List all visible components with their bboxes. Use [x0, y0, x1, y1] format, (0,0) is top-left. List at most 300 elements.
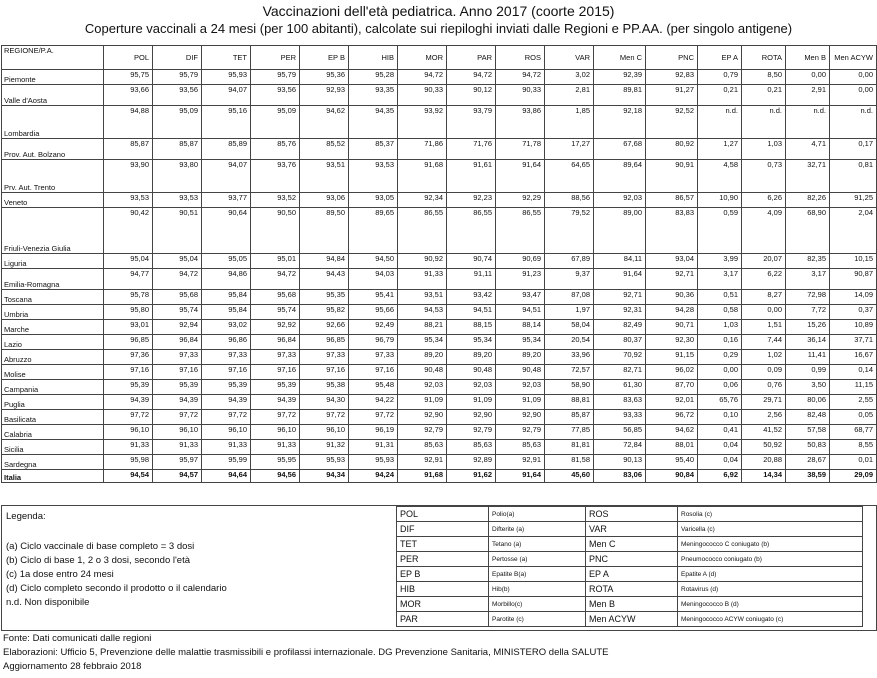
value-cell: 95,34 [447, 335, 496, 350]
value-cell: 95,82 [300, 305, 349, 320]
value-cell: 90,74 [447, 254, 496, 269]
column-header: Men ACYW [830, 46, 877, 70]
value-cell: 95,48 [349, 380, 398, 395]
value-cell: 3,50 [786, 380, 830, 395]
value-cell: 96,10 [300, 425, 349, 440]
abbr-code: PAR [397, 612, 489, 627]
abbr-desc: Varicella (c) [678, 522, 863, 537]
value-cell: 3,17 [698, 269, 742, 290]
value-cell: 92,39 [594, 70, 646, 85]
value-cell: 91,33 [104, 440, 153, 455]
column-header: VAR [545, 46, 594, 70]
value-cell: 97,33 [300, 350, 349, 365]
value-cell: 28,67 [786, 455, 830, 470]
value-cell: 91,64 [594, 269, 646, 290]
value-cell: 90,36 [646, 290, 698, 305]
legend-notes [6, 510, 227, 610]
value-cell: 91,09 [496, 395, 545, 410]
value-cell: 94,77 [104, 269, 153, 290]
abbr-desc: Pneumococco coniugato (b) [678, 552, 863, 567]
value-cell: 94,03 [349, 269, 398, 290]
abbr-code: Men B [586, 597, 678, 612]
region-cell: Friuli-Venezia Giulia [2, 208, 104, 254]
value-cell: 0,58 [698, 305, 742, 320]
table-row [2, 193, 877, 208]
value-cell: 94,51 [447, 305, 496, 320]
value-cell: 95,39 [202, 380, 251, 395]
value-cell: 96,79 [349, 335, 398, 350]
value-cell: 1,85 [545, 106, 594, 139]
value-cell: 90,92 [398, 254, 447, 269]
value-cell: 90,84 [646, 470, 698, 483]
value-cell: 94,72 [496, 70, 545, 85]
value-cell: 0,37 [830, 305, 877, 320]
region-cell: Molise [2, 365, 104, 380]
value-cell: 95,09 [251, 106, 300, 139]
value-cell: 96,02 [646, 365, 698, 380]
value-cell: 91,32 [300, 440, 349, 455]
value-cell: 95,68 [251, 290, 300, 305]
value-cell: 94,43 [300, 269, 349, 290]
value-cell: 41,52 [742, 425, 786, 440]
value-cell: 92,23 [447, 193, 496, 208]
value-cell: 96,19 [349, 425, 398, 440]
legend-note: (c) 1a dose entro 24 mesi [6, 569, 114, 580]
value-cell: 94,39 [202, 395, 251, 410]
value-cell: 93,04 [646, 254, 698, 269]
value-cell: 92,90 [398, 410, 447, 425]
value-cell: 0,21 [742, 85, 786, 106]
value-cell: 91,31 [349, 440, 398, 455]
value-cell: 95,79 [153, 70, 202, 85]
value-cell: 85,63 [447, 440, 496, 455]
value-cell: 85,89 [202, 139, 251, 160]
value-cell: 90,33 [496, 85, 545, 106]
table-row [2, 395, 877, 410]
value-cell: 95,95 [251, 455, 300, 470]
value-cell: 96,10 [153, 425, 202, 440]
value-cell: 94,39 [153, 395, 202, 410]
value-cell: 0,00 [742, 305, 786, 320]
abbr-desc: Parotite (c) [489, 612, 586, 627]
value-cell: 92,30 [646, 335, 698, 350]
value-cell: 93,92 [398, 106, 447, 139]
value-cell: 2,91 [786, 85, 830, 106]
value-cell: 84,11 [594, 254, 646, 269]
abbr-desc: Meningococco ACYW coniugato (c) [678, 612, 863, 627]
table-row [2, 160, 877, 193]
value-cell: 96,86 [202, 335, 251, 350]
value-cell: 95,34 [398, 335, 447, 350]
abbr-desc: Meningococco C coniugato (b) [678, 537, 863, 552]
value-cell: 11,15 [830, 380, 877, 395]
value-cell: 93,53 [349, 160, 398, 193]
value-cell: 92,66 [300, 320, 349, 335]
abbr-code: Men C [586, 537, 678, 552]
abbr-desc: Polio(a) [489, 507, 586, 522]
value-cell: 97,16 [300, 365, 349, 380]
value-cell: 95,35 [300, 290, 349, 305]
value-cell: 1,51 [742, 320, 786, 335]
region-cell: Emilia-Romagna [2, 269, 104, 290]
abbr-desc: Epatite A (d) [678, 567, 863, 582]
value-cell: 15,26 [786, 320, 830, 335]
region-cell: Puglia [2, 395, 104, 410]
value-cell: 91,33 [398, 269, 447, 290]
column-header: MOR [398, 46, 447, 70]
value-cell: 89,65 [349, 208, 398, 254]
table-row [2, 269, 877, 290]
legend-title: Legenda: [6, 511, 46, 522]
value-cell: 10,15 [830, 254, 877, 269]
value-cell: 93,90 [104, 160, 153, 193]
value-cell: 1,27 [698, 139, 742, 160]
value-cell: 95,74 [251, 305, 300, 320]
value-cell: 93,01 [104, 320, 153, 335]
abbreviation-row [397, 552, 863, 567]
value-cell: 96,84 [251, 335, 300, 350]
value-cell: 89,20 [496, 350, 545, 365]
value-cell: 97,72 [300, 410, 349, 425]
value-cell: 91,09 [398, 395, 447, 410]
value-cell: 93,53 [153, 193, 202, 208]
value-cell: 95,05 [202, 254, 251, 269]
value-cell: 95,99 [202, 455, 251, 470]
value-cell: 91,09 [447, 395, 496, 410]
column-header: EP A [698, 46, 742, 70]
abbr-code: TET [397, 537, 489, 552]
value-cell: 94,88 [104, 106, 153, 139]
value-cell: 37,71 [830, 335, 877, 350]
value-cell: 95,84 [202, 305, 251, 320]
abbr-code: EP A [586, 567, 678, 582]
region-cell: Lazio [2, 335, 104, 350]
value-cell: 29,71 [742, 395, 786, 410]
value-cell: 94,07 [202, 160, 251, 193]
legend-note: (b) Ciclo di base 1, 2 o 3 dosi, secondo l'età [6, 555, 191, 566]
value-cell: 93,56 [153, 85, 202, 106]
abbr-desc: Tetano (a) [489, 537, 586, 552]
value-cell: 0,81 [830, 160, 877, 193]
legend-note: n.d. Non disponibile [6, 597, 90, 608]
value-cell: 0,09 [742, 365, 786, 380]
table-row [2, 106, 877, 139]
value-cell: 94,53 [398, 305, 447, 320]
value-cell: 68,77 [830, 425, 877, 440]
value-cell: 92,83 [646, 70, 698, 85]
value-cell: 95,93 [349, 455, 398, 470]
value-cell: 0,00 [786, 70, 830, 85]
value-cell: 57,58 [786, 425, 830, 440]
value-cell: 97,72 [104, 410, 153, 425]
value-cell: 0,04 [698, 455, 742, 470]
value-cell: 0,10 [698, 410, 742, 425]
value-cell: 8,55 [830, 440, 877, 455]
column-header: TET [202, 46, 251, 70]
footer [3, 632, 608, 674]
footer-elaboration: Elaborazioni: Ufficio 5, Prevenzione delle malattie trasmissibili e profilassi internazionale. DG Prevenzione Sanitaria, MINISTERO della SALUTE [3, 647, 609, 658]
footer-source: Fonte: Dati comunicati dalle regioni [3, 633, 152, 644]
value-cell: 94,62 [646, 425, 698, 440]
value-cell: 83,06 [594, 470, 646, 483]
value-cell: 95,39 [153, 380, 202, 395]
abbr-code: ROTA [586, 582, 678, 597]
header [0, 0, 877, 37]
region-cell: Toscana [2, 290, 104, 305]
column-header: Men C [594, 46, 646, 70]
value-cell: 92,01 [646, 395, 698, 410]
value-cell: 0,00 [698, 365, 742, 380]
region-cell: Italia [2, 470, 104, 483]
value-cell: 20,07 [742, 254, 786, 269]
value-cell: 94,39 [104, 395, 153, 410]
abbr-code: EP B [397, 567, 489, 582]
value-cell: 68,90 [786, 208, 830, 254]
value-cell: 90,48 [398, 365, 447, 380]
value-cell: 17,27 [545, 139, 594, 160]
value-cell: 97,72 [153, 410, 202, 425]
page-title: Vaccinazioni dell'età pediatrica. Anno 2017 (coorte 2015) [262, 3, 615, 19]
table-row [2, 320, 877, 335]
value-cell: 2,55 [830, 395, 877, 410]
value-cell: 93,06 [300, 193, 349, 208]
value-cell: 91,62 [447, 470, 496, 483]
value-cell: 95,66 [349, 305, 398, 320]
value-cell: 80,37 [594, 335, 646, 350]
value-cell: 89,20 [447, 350, 496, 365]
value-cell: 95,34 [496, 335, 545, 350]
value-cell: 14,34 [742, 470, 786, 483]
value-cell: 94,72 [251, 269, 300, 290]
value-cell: 90,48 [447, 365, 496, 380]
value-cell: 92,93 [300, 85, 349, 106]
column-header: DIF [153, 46, 202, 70]
value-cell: 95,04 [153, 254, 202, 269]
value-cell: 97,16 [251, 365, 300, 380]
value-cell: 92,79 [398, 425, 447, 440]
value-cell: 94,54 [104, 470, 153, 483]
value-cell: 90,12 [447, 85, 496, 106]
value-cell: 96,72 [646, 410, 698, 425]
value-cell: 92,29 [496, 193, 545, 208]
abbreviation-row [397, 522, 863, 537]
abbr-desc: Rotavirus (d) [678, 582, 863, 597]
value-cell: 96,84 [153, 335, 202, 350]
value-cell: 1,03 [698, 320, 742, 335]
table-row [2, 440, 877, 455]
value-cell: 91,68 [398, 160, 447, 193]
value-cell: 0,14 [830, 365, 877, 380]
value-cell: 50,83 [786, 440, 830, 455]
value-cell: 95,16 [202, 106, 251, 139]
abbreviation-row [397, 567, 863, 582]
column-header: EP B [300, 46, 349, 70]
value-cell: 89,81 [594, 85, 646, 106]
value-cell: 7,72 [786, 305, 830, 320]
table-row [2, 455, 877, 470]
abbr-desc: Rosolia (c) [678, 507, 863, 522]
column-header: Men B [786, 46, 830, 70]
table-row [2, 380, 877, 395]
table-row [2, 139, 877, 160]
page-subtitle: Coperture vaccinali a 24 mesi (per 100 abitanti), calcolate sui riepiloghi inviati dalle Regioni e PP.AA. (per singolo antigene) [84, 21, 793, 36]
table-row [2, 350, 877, 365]
value-cell: 91,33 [202, 440, 251, 455]
value-cell: 10,90 [698, 193, 742, 208]
value-cell: 95,97 [153, 455, 202, 470]
value-cell: 93,47 [496, 290, 545, 305]
region-cell: Sicilia [2, 440, 104, 455]
value-cell: 91,33 [153, 440, 202, 455]
table-row [2, 254, 877, 269]
abbr-desc: Epatite B(a) [489, 567, 586, 582]
value-cell: 0,29 [698, 350, 742, 365]
value-cell: 4,09 [742, 208, 786, 254]
value-cell: 92,89 [447, 455, 496, 470]
abbr-code: MOR [397, 597, 489, 612]
value-cell: 4,71 [786, 139, 830, 160]
abbr-code: Men ACYW [586, 612, 678, 627]
value-cell: 0,04 [698, 440, 742, 455]
value-cell: 93,42 [447, 290, 496, 305]
value-cell: 0,17 [830, 139, 877, 160]
value-cell: 92,79 [447, 425, 496, 440]
value-cell: 92,03 [447, 380, 496, 395]
value-cell: 95,38 [300, 380, 349, 395]
table-row [2, 365, 877, 380]
region-cell: Veneto [2, 193, 104, 208]
value-cell: 96,85 [104, 335, 153, 350]
abbreviation-table [396, 506, 863, 627]
value-cell: 82,26 [786, 193, 830, 208]
value-cell: 94,84 [300, 254, 349, 269]
value-cell: 93,86 [496, 106, 545, 139]
table-total-row [2, 470, 877, 483]
value-cell: 58,04 [545, 320, 594, 335]
value-cell: 77,85 [545, 425, 594, 440]
value-cell: 32,71 [786, 160, 830, 193]
value-cell: 1,02 [742, 350, 786, 365]
value-cell: 94,07 [202, 85, 251, 106]
abbreviation-row [397, 597, 863, 612]
value-cell: 92,79 [496, 425, 545, 440]
value-cell: 95,78 [104, 290, 153, 305]
value-cell: 95,39 [251, 380, 300, 395]
value-cell: 81,58 [545, 455, 594, 470]
table-row [2, 290, 877, 305]
value-cell: 0,41 [698, 425, 742, 440]
abbr-code: HIB [397, 582, 489, 597]
abbr-desc: Pertosse (a) [489, 552, 586, 567]
region-cell: Campania [2, 380, 104, 395]
value-cell: 85,52 [300, 139, 349, 160]
value-cell: 95,04 [104, 254, 153, 269]
legend-note: (d) Ciclo completo secondo il prodotto o il calendario [6, 583, 227, 594]
value-cell: 0,99 [786, 365, 830, 380]
value-cell: 94,50 [349, 254, 398, 269]
value-cell: 85,63 [398, 440, 447, 455]
value-cell: 88,56 [545, 193, 594, 208]
value-cell: 87,70 [646, 380, 698, 395]
value-cell: 92,18 [594, 106, 646, 139]
value-cell: 85,63 [496, 440, 545, 455]
value-cell: 85,87 [153, 139, 202, 160]
value-cell: 90,13 [594, 455, 646, 470]
value-cell: 95,84 [202, 290, 251, 305]
region-cell: Calabria [2, 425, 104, 440]
column-header: ROTA [742, 46, 786, 70]
value-cell: 90,42 [104, 208, 153, 254]
value-cell: 90,64 [202, 208, 251, 254]
value-cell: 72,57 [545, 365, 594, 380]
region-cell: Marche [2, 320, 104, 335]
value-cell: 29,09 [830, 470, 877, 483]
value-cell: 3,17 [786, 269, 830, 290]
value-cell: 94,86 [202, 269, 251, 290]
column-header-region: REGIONE/P.A. [2, 46, 104, 70]
value-cell: 67,68 [594, 139, 646, 160]
abbr-code: PNC [586, 552, 678, 567]
value-cell: 97,33 [202, 350, 251, 365]
value-cell: 0,00 [830, 85, 877, 106]
value-cell: 1,03 [742, 139, 786, 160]
value-cell: 9,37 [545, 269, 594, 290]
value-cell: 97,33 [349, 350, 398, 365]
value-cell: n.d. [698, 106, 742, 139]
value-cell: 6,92 [698, 470, 742, 483]
column-header: HIB [349, 46, 398, 70]
table-row [2, 410, 877, 425]
value-cell: 96,85 [300, 335, 349, 350]
value-cell: 93,66 [104, 85, 153, 106]
value-cell: 89,64 [594, 160, 646, 193]
value-cell: 92,91 [496, 455, 545, 470]
value-cell: 95,40 [646, 455, 698, 470]
table-header-row [2, 46, 877, 70]
value-cell: 95,79 [251, 70, 300, 85]
value-cell: 97,16 [202, 365, 251, 380]
value-cell: 97,72 [349, 410, 398, 425]
value-cell: 36,14 [786, 335, 830, 350]
value-cell: 94,57 [153, 470, 202, 483]
table-row [2, 208, 877, 254]
value-cell: 97,36 [104, 350, 153, 365]
value-cell: 97,72 [202, 410, 251, 425]
value-cell: 90,71 [646, 320, 698, 335]
value-cell: 0,16 [698, 335, 742, 350]
value-cell: 72,98 [786, 290, 830, 305]
value-cell: 93,52 [251, 193, 300, 208]
region-cell: Umbria [2, 305, 104, 320]
column-header: PER [251, 46, 300, 70]
value-cell: 14,09 [830, 290, 877, 305]
value-cell: 96,10 [202, 425, 251, 440]
value-cell: 6,26 [742, 193, 786, 208]
value-cell: 8,50 [742, 70, 786, 85]
value-cell: 93,02 [202, 320, 251, 335]
value-cell: 90,33 [398, 85, 447, 106]
value-cell: 1,97 [545, 305, 594, 320]
value-cell: 95,68 [153, 290, 202, 305]
value-cell: 89,50 [300, 208, 349, 254]
value-cell: 80,06 [786, 395, 830, 410]
value-cell: 95,93 [300, 455, 349, 470]
region-cell: Prov. Aut. Bolzano [2, 139, 104, 160]
value-cell: 58,90 [545, 380, 594, 395]
value-cell: 92,49 [349, 320, 398, 335]
value-cell: 0,59 [698, 208, 742, 254]
value-cell: 86,55 [398, 208, 447, 254]
